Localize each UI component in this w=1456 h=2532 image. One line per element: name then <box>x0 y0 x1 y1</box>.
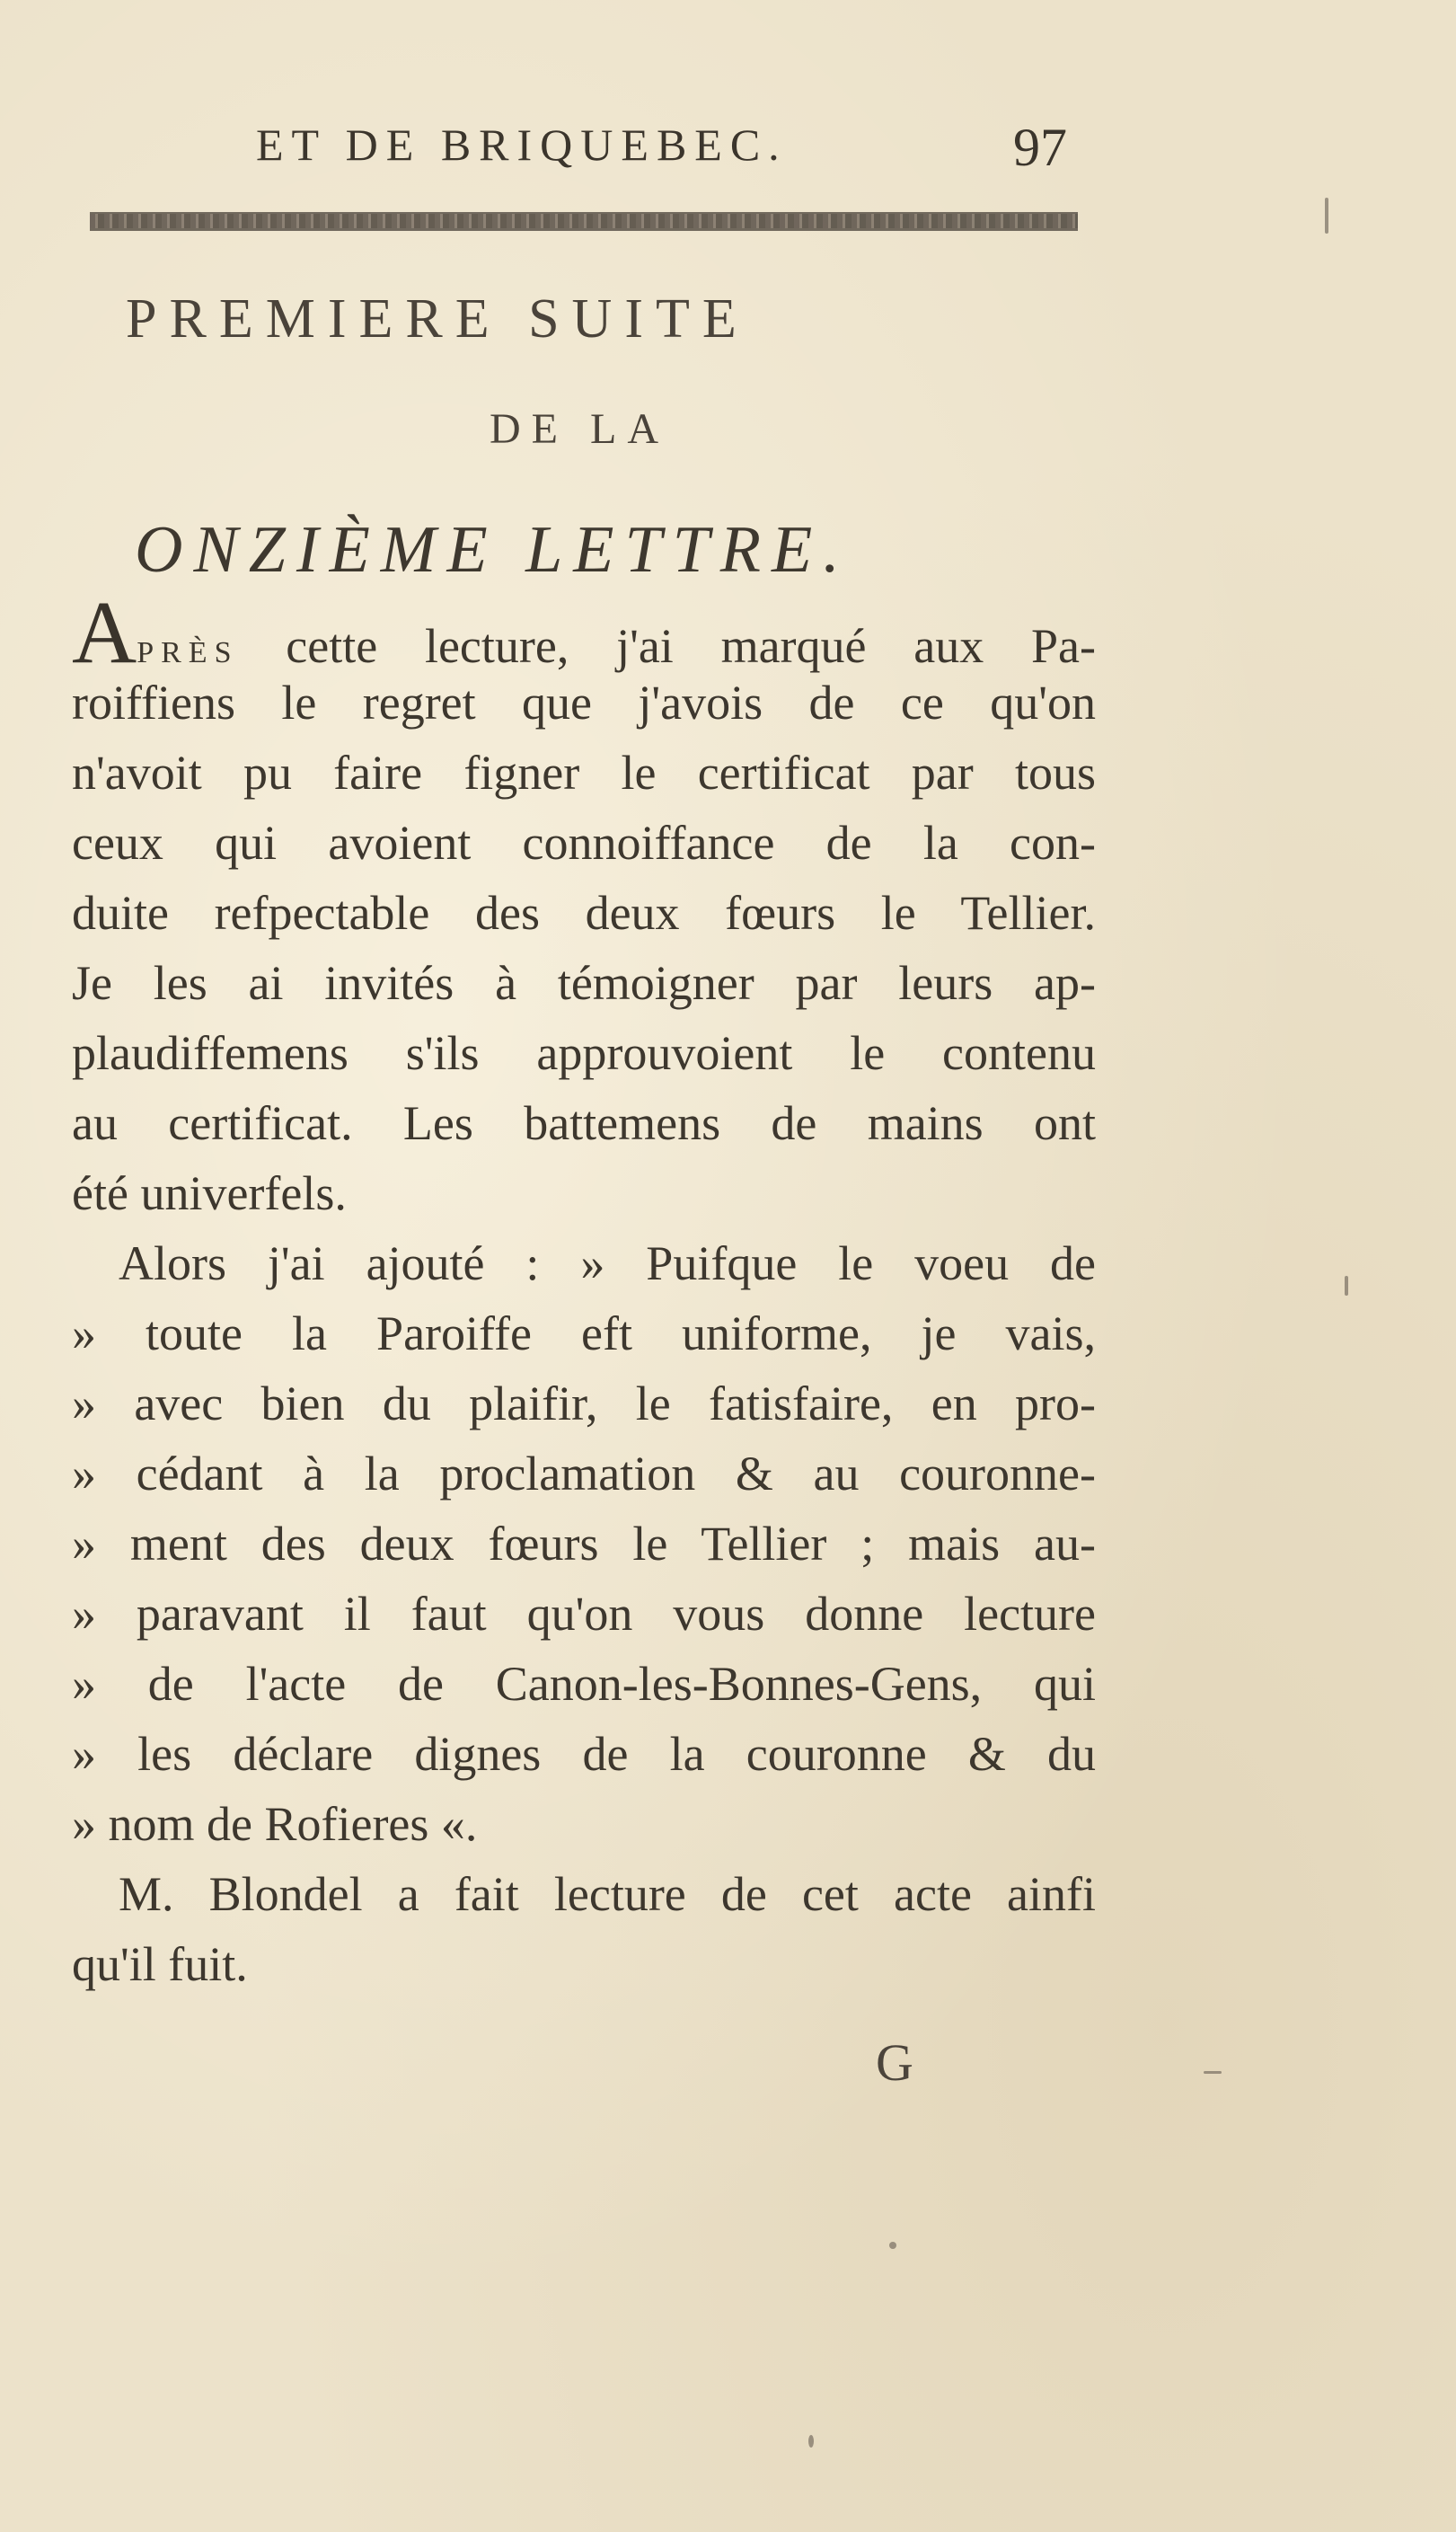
text-line: qu'il fuit. <box>72 1937 248 1991</box>
text-line: » cédant à la proclamation & au couronne- <box>72 1447 1096 1501</box>
opening-word: PRÈS <box>137 636 239 669</box>
drop-cap: A <box>72 582 137 682</box>
text-line: » toute la Paroiffe eft uniforme, je vais, <box>72 1306 1096 1360</box>
section-heading-line2: DE LA <box>490 405 669 453</box>
text-line: » avec bien du plaifir, le fatisfaire, en pro- <box>72 1377 1096 1430</box>
text-line-content: cette lecture, j'ai marqué aux Pa- <box>238 619 1096 673</box>
text-line: plaudiffemens s'ils approuvoient le contenu <box>72 1026 1096 1080</box>
section-heading-line1: PREMIERE SUITE <box>126 288 749 350</box>
paper-speck <box>1204 2071 1222 2074</box>
paper-speck <box>1345 1276 1348 1296</box>
paper-speck <box>808 2435 814 2448</box>
text-line: n'avoit pu faire figner le certificat par tous <box>72 746 1096 800</box>
running-title: ET DE BRIQUEBEC. <box>256 120 788 170</box>
text-line: » paravant il faut qu'on vous donne lecture <box>72 1587 1096 1641</box>
text-line: été univerfels. <box>72 1166 347 1220</box>
text-line: Alors j'ai ajouté : » Puifque le voeu de <box>119 1236 1096 1290</box>
ornamental-rule <box>90 212 1078 231</box>
text-line: » les déclare dignes de la couronne & du <box>72 1727 1096 1781</box>
section-heading-line3: ONZIÈME LETTRE. <box>135 513 851 587</box>
page-number: 97 <box>1013 118 1067 177</box>
text-line: M. Blondel a fait lecture de cet acte ainfi <box>119 1867 1096 1921</box>
text-line: duite refpectable des deux fœurs le Tellier. <box>72 886 1096 940</box>
signature-mark: G <box>876 2033 913 2092</box>
paper-speck <box>1325 198 1328 234</box>
text-line <box>72 582 1096 682</box>
text-line: » de l'acte de Canon-les-Bonnes-Gens, qui <box>72 1657 1096 1711</box>
text-line: » nom de Rofieres «. <box>72 1797 478 1851</box>
text-line: ceux qui avoient connoiffance de la con- <box>72 816 1096 870</box>
body-text <box>72 582 1096 1999</box>
text-line: » ment des deux fœurs le Tellier ; mais au- <box>72 1517 1096 1571</box>
text-line: roiffiens le regret que j'avois de ce qu'on <box>72 676 1096 730</box>
text-line: au certificat. Les battemens de mains ont <box>72 1096 1096 1150</box>
running-head <box>0 108 1456 180</box>
text-line: Je les ai invités à témoigner par leurs ap- <box>72 956 1096 1010</box>
paper-speck <box>889 2242 896 2249</box>
